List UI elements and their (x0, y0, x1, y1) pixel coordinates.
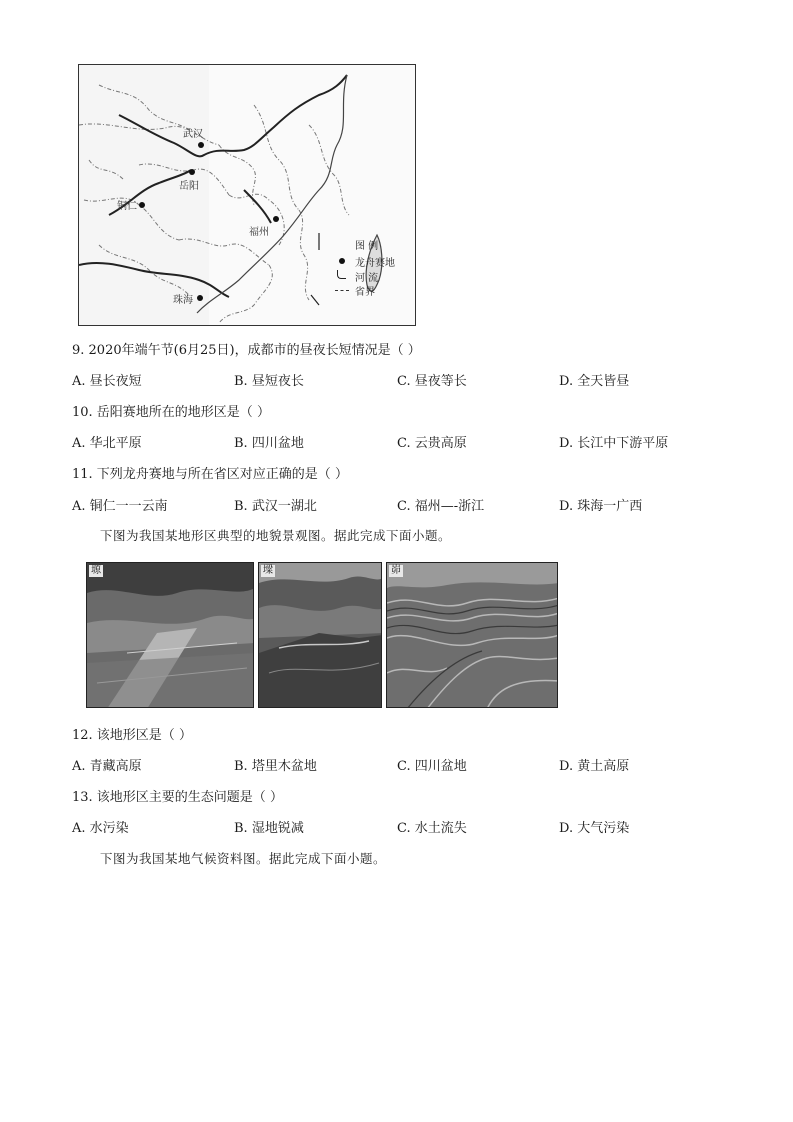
q12-option-c[interactable]: C. 四川盆地 (397, 759, 467, 774)
dragon-boat-map (78, 64, 416, 326)
q12-option-a[interactable]: A. 青藏高原 (72, 759, 142, 774)
q9-option-b[interactable]: B. 昼短夜长 (234, 374, 304, 389)
q12-option-b[interactable]: B. 塔里木盆地 (234, 759, 317, 774)
photo-label-mao: 峁 (391, 565, 401, 576)
city-marker-tongren (139, 202, 145, 208)
q9-option-d[interactable]: D. 全天皆昼 (559, 374, 630, 389)
question-13: 13. 该地形区主要的生态问题是（ ） (72, 790, 283, 805)
city-marker-wuhan (198, 142, 204, 148)
city-marker-zhuhai (197, 295, 203, 301)
legend-title: 图 例 (355, 241, 379, 252)
q9-option-c[interactable]: C. 昼夜等长 (397, 374, 467, 389)
q13-option-d[interactable]: D. 大气污染 (559, 821, 630, 836)
intro-climate: 下图为我国某地气候资料图。据此完成下面小题。 (100, 851, 387, 866)
legend-dragon-boat: 龙舟赛地 (355, 258, 395, 269)
q12-option-d[interactable]: D. 黄土高原 (559, 759, 630, 774)
q10-option-c[interactable]: C. 云贵高原 (397, 436, 467, 451)
question-11: 11. 下列龙舟赛地与所在省区对应正确的是（ ） (72, 467, 348, 482)
photo-label-liang: 墚 (263, 565, 273, 576)
q13-option-c[interactable]: C. 水土流失 (397, 821, 467, 836)
question-12: 12. 该地形区是（ ） (72, 728, 192, 743)
photo-yuan (86, 562, 254, 708)
q10-option-b[interactable]: B. 四川盆地 (234, 436, 304, 451)
question-9: 9. 2020年端午节(6月25日)，成都市的昼夜长短情况是（ ） (72, 343, 421, 358)
city-label-zhuhai: 珠海 (173, 295, 193, 306)
intro-landform: 下图为我国某地形区典型的地貌景观图。据此完成下面小题。 (100, 528, 452, 543)
q13-option-b[interactable]: B. 湿地锐减 (234, 821, 304, 836)
q11-option-d[interactable]: D. 珠海一广西 (559, 499, 643, 514)
photo-label-yuan: 塬 (91, 565, 101, 576)
legend-river-icon (337, 270, 346, 279)
q10-option-d[interactable]: D. 长江中下游平原 (559, 436, 669, 451)
legend-river: 河 流 (355, 273, 379, 284)
legend-province-border: 省界 (355, 287, 375, 298)
city-label-fuzhou: 福州 (249, 227, 269, 238)
city-label-yueyang: 岳阳 (179, 181, 199, 192)
city-marker-fuzhou (273, 216, 279, 222)
photo-mao (386, 562, 558, 708)
q10-option-a[interactable]: A. 华北平原 (72, 436, 142, 451)
question-10: 10. 岳阳赛地所在的地形区是（ ） (72, 405, 270, 420)
legend-dot-icon (339, 258, 345, 264)
q11-option-a[interactable]: A. 铜仁一一云南 (72, 499, 168, 514)
q11-option-c[interactable]: C. 福州—-浙江 (397, 499, 485, 514)
city-marker-yueyang (189, 169, 195, 175)
city-label-tongren: 铜仁 (117, 201, 137, 212)
q9-option-a[interactable]: A. 昼长夜短 (72, 374, 142, 389)
q13-option-a[interactable]: A. 水污染 (72, 821, 129, 836)
city-label-wuhan: 武汉 (183, 129, 203, 140)
photo-liang (258, 562, 382, 708)
legend-border-icon (335, 290, 349, 291)
q11-option-b[interactable]: B. 武汉一湖北 (234, 499, 317, 514)
